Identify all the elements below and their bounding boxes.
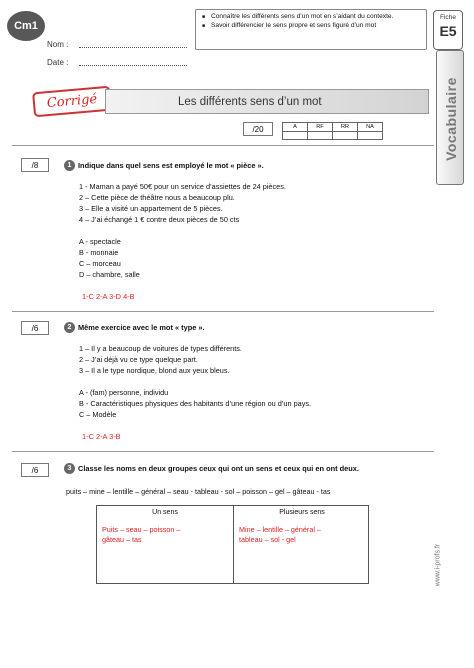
several-senses-answer: tableau – sol - gel (239, 534, 296, 544)
one-sense-answer: Puits – seau – poisson – (102, 525, 181, 534)
exercise-1-number: 1 (64, 160, 75, 171)
grid-header-na: NA (358, 123, 383, 132)
word-list: puits – mine – lentille – général – seau - tableau - sol – poisson – gel – gâteau - tas (66, 487, 331, 496)
exercise-1-answer: 1-C 2-A 3-D 4-B (82, 292, 135, 301)
grid-header-a: A (283, 123, 308, 132)
exercise-2-number: 2 (64, 322, 75, 333)
date-label: Date : (47, 58, 69, 67)
divider (12, 451, 434, 452)
meaning: A - spectacle (79, 237, 121, 246)
meaning: C – Modèle (79, 410, 117, 419)
level-badge-text: Cm1 (14, 20, 38, 32)
sentence: 3 – Il a le type nordique, blond aux yeux bleus. (79, 366, 230, 375)
name-field[interactable] (79, 39, 187, 48)
sentence: 2 – J’ai déjà vu ce type quelque part. (79, 355, 198, 364)
sentence: 1 – Il y a beaucoup de voitures de types différents. (79, 344, 242, 353)
title-bar (105, 89, 429, 114)
site-url: www.i-profs.fr (434, 543, 442, 587)
corrige-stamp-text: Corrigé (46, 91, 98, 112)
exercise-2-answer: 1-C 2-A 3-B (82, 432, 121, 441)
objectives-box (195, 9, 427, 50)
grid-cell[interactable] (308, 132, 333, 140)
subject-label: Vocabulaire (443, 77, 459, 161)
grid-header-rf: RF (308, 123, 333, 132)
grid-cell[interactable] (358, 132, 383, 140)
exercise-2-question: Même exercice avec le mot « type ». (78, 323, 205, 332)
meaning: C – morceau (79, 259, 121, 268)
exercise-1-points: /8 (21, 158, 49, 172)
several-senses-column (234, 506, 370, 583)
grid-cell[interactable] (283, 132, 308, 140)
sentence: 1 - Maman a payé 50€ pour un service d’assiettes de 24 pièces. (79, 182, 286, 191)
exercise-3-points: /6 (21, 463, 49, 477)
fiche-label: Fiche (439, 14, 457, 21)
subject-tab (436, 50, 464, 185)
evaluation-grid (282, 122, 383, 140)
one-sense-column (97, 506, 234, 583)
objective-item: ■ Connaître les différents sens d’un mot en s’aidant du contexte. (202, 13, 421, 22)
exercise-3-number: 3 (64, 463, 75, 474)
divider (12, 311, 434, 312)
one-sense-header: Un sens (152, 509, 178, 516)
classification-table (96, 505, 369, 584)
meaning: D – chambre, salle (79, 270, 140, 279)
date-field[interactable] (79, 57, 187, 66)
one-sense-answer: gâteau – tas (102, 534, 142, 544)
level-badge (7, 11, 45, 41)
grid-cell[interactable] (333, 132, 358, 140)
corrige-stamp (32, 86, 112, 118)
exercise-3-question: Classe les noms en deux groupes ceux qui ont un sens et ceux qui en ont deux. (78, 464, 359, 473)
total-score-box (243, 122, 273, 136)
meaning: B - Caractéristiques physiques des habitants d’une région ou d’un pays. (79, 399, 312, 408)
fiche-tag (433, 10, 463, 50)
objective-item: ■ Savoir différencier le sens propre et sens figuré d’un mot (202, 22, 421, 31)
several-senses-header: Plusieurs sens (279, 509, 325, 516)
exercise-1-question: Indique dans quel sens est employé le mot « pièce ». (78, 161, 264, 170)
exercise-2-points: /6 (21, 321, 49, 335)
divider (12, 145, 434, 146)
meaning: B - monnaie (79, 248, 119, 257)
several-senses-answer: Mine – lentille – général – (239, 525, 321, 534)
name-label: Nom : (47, 40, 69, 49)
sentence: 2 – Cette pièce de théâtre nous a beaucoup plu. (79, 193, 235, 202)
grid-header-rr: RR (333, 123, 358, 132)
total-score-label: /20 (252, 124, 264, 134)
fiche-code: E5 (439, 23, 457, 39)
meaning: A - (fam) personne, individu (79, 388, 169, 397)
page-title: Les différents sens d’un mot (178, 95, 322, 108)
site-watermark (432, 510, 444, 620)
sentence: 4 – J’ai échangé 1 € contre deux pièces de 50 cts (79, 215, 240, 224)
sentence: 3 – Elle a visité un appartement de 5 pièces. (79, 204, 223, 213)
